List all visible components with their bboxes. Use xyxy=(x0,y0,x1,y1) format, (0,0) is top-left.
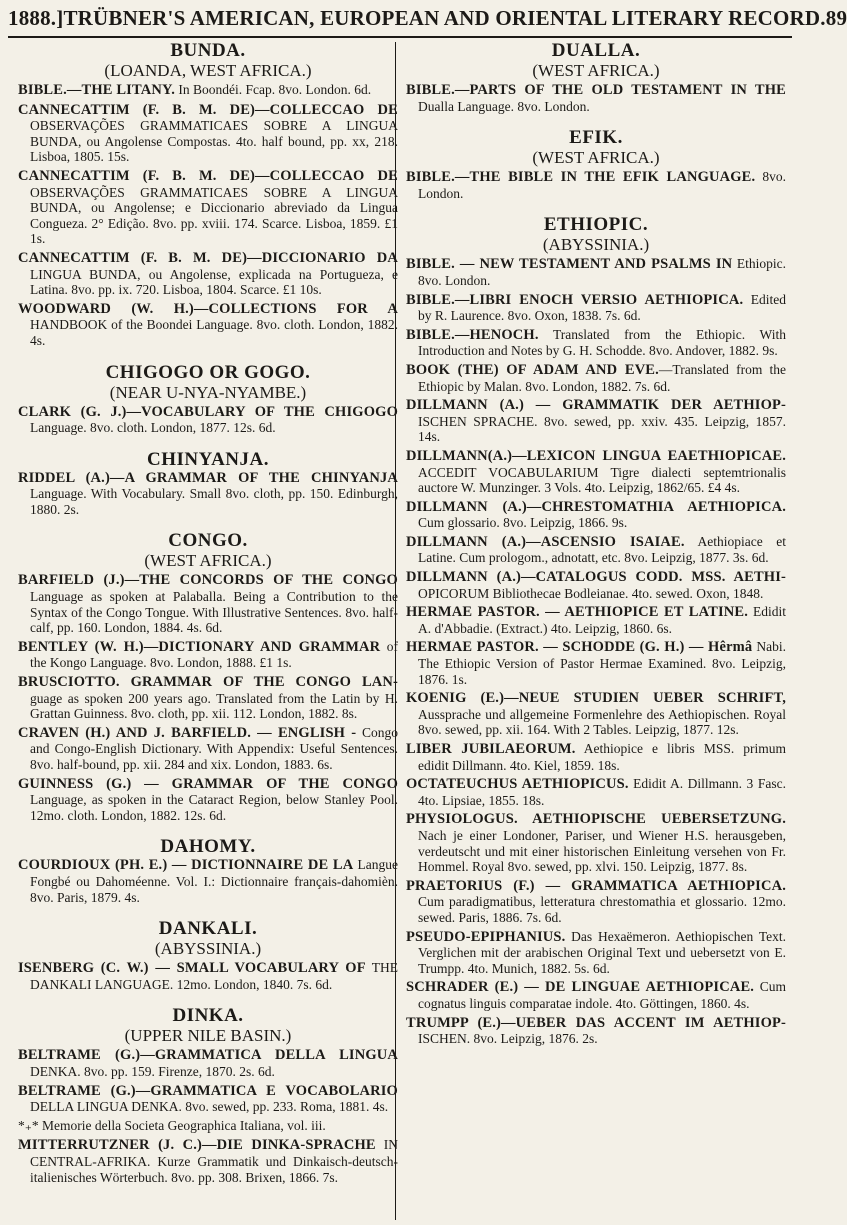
section-gap xyxy=(18,826,398,836)
catalogue-entry xyxy=(406,878,786,926)
entry-details: —Translated from the Ethiopic by Malan. 8vo. London, 1882. 7s. 6d. xyxy=(418,361,787,394)
entry-heading: BELTRAME (G.)—GRAMMATICA E VOCABOLARIO xyxy=(18,1082,398,1099)
entry-details: Translated from the Ethiopic. With Introduction and Notes by G. H. Schodde. 8vo. Andover, 1882. 9s. xyxy=(418,326,786,359)
entry-details: Das Hexaëmeron. Aethiopischen Text. Verglichen mit der arabischen Original Text und uebersetzt von E. Trumpp. 4to. Munich, 1882. 5s. 6d. xyxy=(418,928,786,976)
left-column xyxy=(18,40,398,1220)
entry-heading: DILLMANN (A.)—CHRESTOMATHIA AETHIOPICA. xyxy=(406,498,786,515)
entry-heading: LIBER JUBILAEORUM. xyxy=(406,741,576,757)
catalogue-entry xyxy=(406,929,786,977)
section-region: (WEST AFRICA.) xyxy=(532,148,660,168)
catalogue-entry xyxy=(18,674,398,722)
entry-details: ISCHEN. 8vo. Leipzig, 1876. 2s. xyxy=(418,1031,598,1047)
entry-details: Dualla Language. 8vo. London. xyxy=(418,98,590,114)
catalogue-entry xyxy=(18,639,398,671)
catalogue-entry xyxy=(18,82,398,99)
entry-heading: CANNECATTIM (F. B. M. DE)—COLLECCAO DE xyxy=(18,167,398,184)
entry-heading: DILLMANN(A.)—LEXICON LINGUA EAETHIOPICAE. xyxy=(406,447,786,464)
header-rule xyxy=(8,36,792,38)
catalogue-entry xyxy=(406,776,786,808)
section-title: ETHIOPIC. xyxy=(543,214,649,236)
entry-heading: BIBLE. — NEW TESTAMENT AND PSALMS IN xyxy=(406,256,733,273)
catalogue-entry xyxy=(18,1083,398,1115)
entry-heading: HERMAE PASTOR. — AETHIOPICE ET LATINE. xyxy=(406,604,748,621)
entry-details: OBSERVAÇÕES GRAMMATICAES SOBRE A LINGUA BUNDA, ou Angolense Compostas. 4to. half bound, pp. xx, 218. Lisboa, 1805. 15s. xyxy=(30,118,398,165)
section-gap xyxy=(18,520,398,530)
catalogue-entry xyxy=(18,725,398,773)
section-region: (WEST AFRICA.) xyxy=(532,61,660,80)
section-gap xyxy=(18,908,398,918)
entry-details: Edidit A. Dillmann. 3 Fasc. 4to. Lipsiae, 1855. 18s. xyxy=(418,776,786,808)
entry-details: OBSERVAÇÕES GRAMMATICAES SOBRE A LINGUA BUNDA, ou Angolense; e Diccionario abreviado da Lingua Congueza. 2° Edição. 8vo. pp. xviii. 174. Scarce. Lisboa, 1859. £1 1s. xyxy=(30,184,398,247)
entry-details: Aethiopiace et Latine. Cum prologom., adnotatt, etc. 8vo. Leipzig, 1877. 3s. 6d. xyxy=(418,533,786,566)
catalogue-entry xyxy=(406,292,786,324)
entry-heading: CANNECATTIM (F. B. M. DE)—COLLECCAO DE xyxy=(18,101,398,118)
entry-heading: TRUMPP (E.)—UEBER DAS ACCENT IM AETHIOP- xyxy=(406,1014,786,1031)
catalogue-entry xyxy=(406,256,786,288)
entry-details: guage as spoken 200 years ago. Translated from the Latin by H. Grattan Guinness. 8vo. cloth, pp. xii. 112. London, 1882. 8s. xyxy=(30,690,398,722)
entry-heading: RIDDEL (A.)—A GRAMMAR OF THE CHINYANJA xyxy=(18,469,398,486)
entry-details: Congo and Congo-English Dictionary. With Appendix: Useful Sentences. 8vo. half-bound, pp. xii. 284 and xix. London, 1883. 6s. xyxy=(30,724,398,772)
section-gap xyxy=(18,352,398,362)
entry-heading: BELTRAME (G.)—GRAMMATICA DELLA LINGUA xyxy=(18,1047,398,1064)
entry-heading: BIBLE.—HENOCH. xyxy=(406,326,539,343)
section-title: DANKALI. xyxy=(158,918,258,940)
catalogue-entry xyxy=(406,397,786,445)
entry-heading: CLARK (G. J.)—VOCABULARY OF THE CHIGOGO xyxy=(18,403,398,420)
section-region: (ABYSSINIA.) xyxy=(542,235,650,255)
entry-heading: BIBLE.—THE BIBLE IN THE EFIK LANGUAGE. xyxy=(406,169,756,186)
entry-heading: BENTLEY (W. H.)—DICTIONARY AND GRAMMAR xyxy=(18,638,381,655)
entry-details: 8vo. London. xyxy=(418,169,787,201)
entry-details: Nach je einer Londoner, Pariser, und Wiener H.S. herausgeben, verdeutscht und mit einer historischen Einleitung versehen von Fr. Hommel. Royal 8vo. sewed, pp. xlvi. 150. Leipzig, 1877. 8s. xyxy=(418,827,786,875)
entry-details: Edited by R. Laurence. 8vo. Oxon, 1838. 7s. 6d. xyxy=(418,291,786,324)
section-region: (UPPER NILE BASIN.) xyxy=(124,1026,292,1046)
entry-heading: SCHRADER (E.) — DE LINGUAE AETHIOPICAE. xyxy=(406,979,755,996)
entry-details: Cum glossario. 8vo. Leipzig, 1866. 9s. xyxy=(418,515,628,531)
catalogue-entry xyxy=(18,1047,398,1079)
section-title: DINKA. xyxy=(172,1005,244,1027)
entry-heading: PHYSIOLOGUS. AETHIOPISCHE UEBERSETZUNG. xyxy=(406,811,786,828)
entry-details: Language. With Vocabulary. Small 8vo. cloth, pp. 150. Edinburgh, 1880. 2s. xyxy=(30,486,398,517)
section-title: CHIGOGO OR GOGO. xyxy=(105,361,311,383)
entry-details: Language as spoken at Palaballa. Being a Contribution to the Syntax of the Congo Tongue. With Illustrative Sentences. 8vo. half-calf, pp. 160. London, 1884. 4s. 6d. xyxy=(30,589,398,636)
entry-heading: DILLMANN (A.)—CATALOGUS CODD. MSS. AETHI- xyxy=(406,569,786,586)
catalogue-entry xyxy=(18,1137,398,1185)
section-region: (WEST AFRICA.) xyxy=(144,551,272,571)
catalogue-entry xyxy=(406,604,786,636)
catalogue-entry xyxy=(406,569,786,601)
catalogue-entry xyxy=(18,102,398,165)
catalogue-entry xyxy=(406,811,786,874)
section-gap xyxy=(406,117,786,127)
entry-details: Ethiopic. 8vo. London. xyxy=(418,256,786,288)
catalogue-entry xyxy=(18,1118,398,1135)
catalogue-entry xyxy=(18,404,398,436)
section-region: (LOANDA, WEST AFRICA.) xyxy=(104,61,312,80)
catalogue-entry xyxy=(18,776,398,824)
entry-heading: MITTERRUTZNER (J. C.)—DIE DINKA-SPRACHE xyxy=(18,1137,376,1154)
entry-details: Edidit A. d'Abbadie. (Extract.) 4to. Leipzig, 1860. 6s. xyxy=(418,604,787,636)
entry-details: LINGUA BUNDA, ou Angolense, explicada na Portugueza, e Latina. 8vo. pp. ix. 720. Lisboa, 1804. Scarce. £1 10s. xyxy=(30,266,398,298)
section-gap xyxy=(18,995,398,1005)
catalogue-entry xyxy=(18,168,398,247)
entry-heading: BOOK (THE) OF ADAM AND EVE. xyxy=(406,361,659,378)
entry-heading: DILLMANN (A.) — GRAMMATIK DER AETHIOP- xyxy=(406,397,786,414)
entry-heading: GUINNESS (G.) — GRAMMAR OF THE CONGO xyxy=(18,775,398,792)
section-title: CHINYANJA. xyxy=(146,448,269,470)
entry-details: *₊* Memorie della Societa Geographica Italiana, vol. iii. xyxy=(18,1117,326,1133)
catalogue-entry xyxy=(406,741,786,773)
catalogue-entry xyxy=(406,448,786,496)
entry-heading: CANNECATTIM (F. B. M. DE)—DICCIONARIO DA xyxy=(18,249,398,266)
catalogue-entry xyxy=(406,362,786,394)
section-title: DUALLA. xyxy=(551,40,641,61)
entry-heading: BIBLE.—PARTS OF THE OLD TESTAMENT IN THE xyxy=(406,82,786,98)
entry-details: DELLA LINGUA DENKA. 8vo. sewed, pp. 233. Roma, 1881. 4s. xyxy=(30,1099,389,1115)
catalogue-entry xyxy=(406,169,786,201)
section-region: (NEAR U-NYA-NYAMBE.) xyxy=(109,382,307,402)
entry-heading: WOODWARD (W. H.)—COLLECTIONS FOR A xyxy=(18,300,398,317)
catalogue-entry xyxy=(18,470,398,518)
right-column xyxy=(406,40,786,1220)
entry-details: IN CENTRAL-AFRIKA. Kurze Grammatik und Dinkaisch-deutsch-italienisches Wörterbuch. 8vo. pp. 308. Brixen, 1866. 7s. xyxy=(30,1137,398,1185)
entry-details: THE DANKALI LANGUAGE. 12mo. London, 1840. 7s. 6d. xyxy=(30,960,398,992)
catalogue-entry xyxy=(406,499,786,531)
section-title: DAHOMY. xyxy=(160,836,256,858)
page-number: 89 xyxy=(825,6,847,30)
entry-heading: OCTATEUCHUS AETHIOPICUS. xyxy=(406,776,629,793)
entry-details: HANDBOOK of the Boondei Language. 8vo. cloth. London, 1882. 4s. xyxy=(30,317,398,348)
section-gap xyxy=(18,439,398,449)
entry-details: Language. 8vo. cloth. London, 1877. 12s. 6d. xyxy=(30,420,276,436)
running-head xyxy=(8,6,847,32)
entry-details: Language, as spoken in the Cataract Region, below Stanley Pool. 12mo. cloth. London, 1882. 12s. 6d. xyxy=(30,792,398,823)
entry-heading: CRAVEN (H.) AND J. BARFIELD. — ENGLISH - xyxy=(18,724,357,741)
catalogue-entry xyxy=(406,534,786,566)
entry-details: ACCEDIT VOCABULARIUM Tigre dialecti septemtrionalis auctore W. Munzinger. 3 Vols. 4to. Leipzig, 1862/65. £4 4s. xyxy=(418,464,786,496)
entry-heading: BRUSCIOTTO. GRAMMAR OF THE CONGO LAN- xyxy=(18,674,398,691)
entry-details: Aussprache und allgemeine Formenlehre des Aethiopischen. Royal 8vo. sewed, pp. xii. 164. With 2 Tables. Leipzig, 1877. 12s. xyxy=(418,706,786,738)
catalogue-entry xyxy=(18,250,398,298)
entry-details: Langue Fongbé ou Dahoméenne. Vol. I.: Dictionnaire français-dahomièn. 8vo. Paris, 1879. 4s. xyxy=(30,857,398,905)
entry-heading: COURDIOUX (PH. E.) — DICTIONNAIRE DE LA xyxy=(18,857,354,874)
entry-heading: BIBLE.—LIBRI ENOCH VERSIO AETHIOPICA. xyxy=(406,291,744,308)
entry-details: Aethiopice e libris MSS. primum edidit Dillmann. 4to. Kiel, 1859. 18s. xyxy=(418,741,786,773)
catalogue-entry xyxy=(406,82,786,114)
section-gap xyxy=(406,204,786,214)
catalogue-entry xyxy=(406,327,786,359)
year-marker: 1888.] xyxy=(8,6,64,30)
entry-heading: BIBLE.—THE LITANY. xyxy=(18,82,176,98)
entry-details: Nabi. The Ethiopic Version of Pastor Hermae Examined. 8vo. Leipzig, 1876. 1s. xyxy=(418,639,786,687)
catalogue-entry xyxy=(406,639,786,687)
entry-details: of the Kongo Language. 8vo. London, 1888. £1 1s. xyxy=(30,638,398,671)
entry-details: In Boondéi. Fcap. 8vo. London. 6d. xyxy=(175,82,372,97)
entry-details: ISCHEN SPRACHE. 8vo. sewed, pp. xxiv. 435. Leipzig, 1857. 14s. xyxy=(418,413,786,445)
catalogue-entry xyxy=(18,960,398,992)
catalogue-entry xyxy=(406,979,786,1011)
entry-details: DENKA. 8vo. pp. 159. Firenze, 1870. 2s. 6d. xyxy=(30,1063,275,1079)
entry-heading: PRAETORIUS (F.) — GRAMMATICA AETHIOPICA. xyxy=(406,877,786,894)
entry-heading: DILLMANN (A.)—ASCENSIO ISAIAE. xyxy=(406,533,685,550)
section-title: BUNDA. xyxy=(170,40,246,61)
section-region: (ABYSSINIA.) xyxy=(154,939,262,959)
catalogue-entry xyxy=(406,690,786,738)
entry-heading: BARFIELD (J.)—THE CONCORDS OF THE CONGO xyxy=(18,572,398,589)
section-title: CONGO. xyxy=(168,530,248,552)
catalogue-entry xyxy=(18,301,398,349)
entry-heading: ISENBERG (C. W.) — SMALL VOCABULARY OF xyxy=(18,960,366,977)
entry-details: Cum paradigmatibus, letteratura chrestomathia et glossario. 12mo. sewed. Paris, 1886. 7s. 6d. xyxy=(418,894,786,925)
catalogue-entry xyxy=(18,857,398,905)
section-title: EFIK. xyxy=(569,127,623,149)
catalogue-entry xyxy=(18,572,398,635)
journal-title: TRÜBNER'S AMERICAN, EUROPEAN AND ORIENTAL LITERARY RECORD. xyxy=(63,6,826,30)
entry-heading: PSEUDO-EPIPHANIUS. xyxy=(406,928,566,945)
entry-details: OPICORUM Bibliothecae Bodleianae. 4to. sewed. Oxon, 1848. xyxy=(418,585,764,601)
entry-details: Cum cognatus linguis comparatae indole. 4to. Göttingen, 1860. 4s. xyxy=(418,979,786,1011)
entry-heading: HERMAE PASTOR. — SCHODDE (G. H.) — Hêrmâ xyxy=(406,639,753,656)
catalogue-entry xyxy=(406,1015,786,1047)
entry-heading: KOENIG (E.)—NEUE STUDIEN UEBER SCHRIFT, xyxy=(406,690,786,707)
